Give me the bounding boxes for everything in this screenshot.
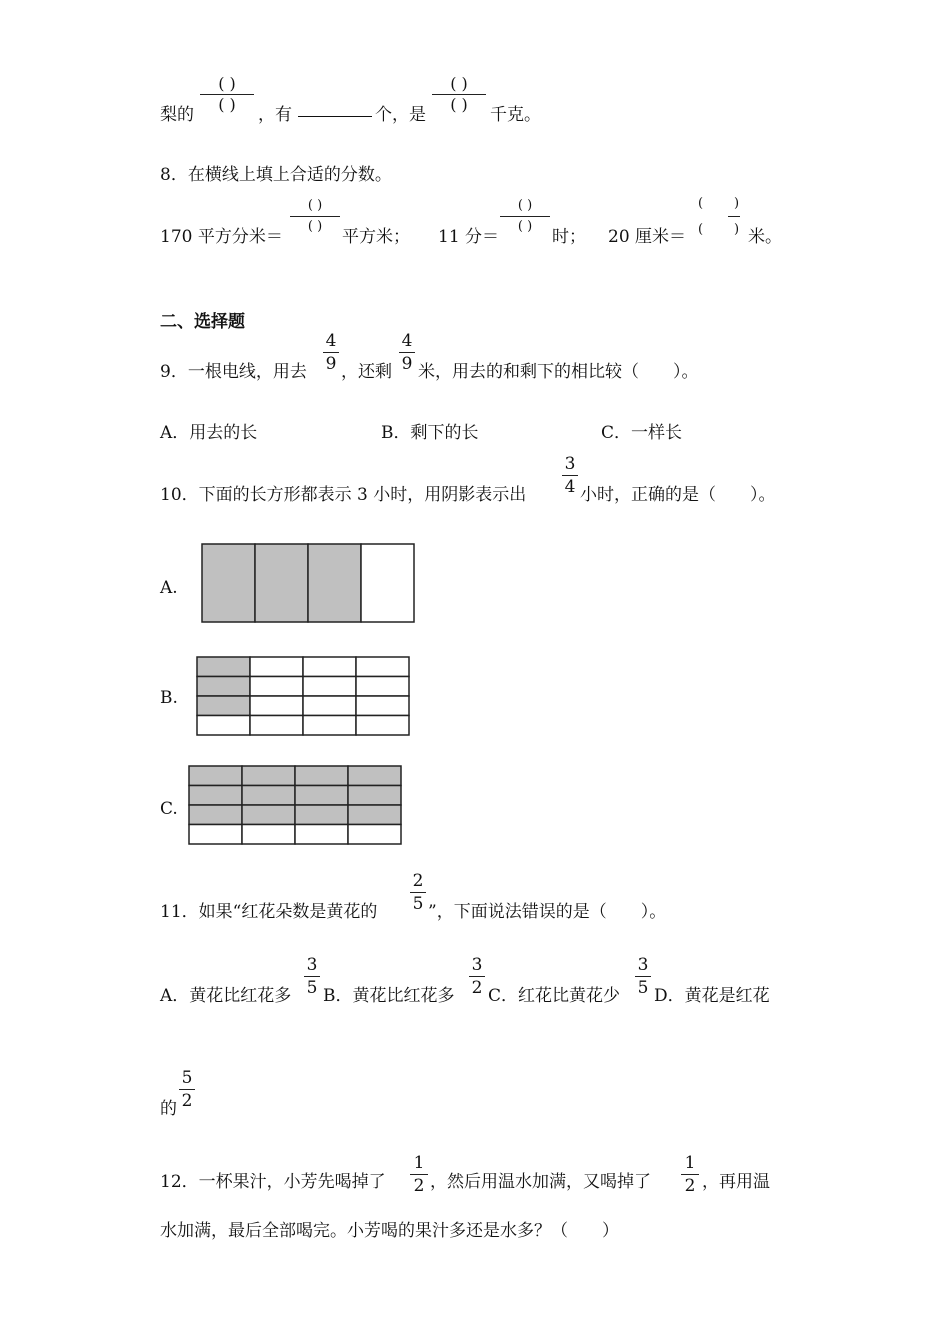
q11-option-c[interactable]: C．红花比黄花少 (488, 986, 621, 1006)
diagram-b-cell-r1-c1 (197, 657, 250, 677)
paren-bottom: ( ) (307, 219, 323, 234)
q11-option-c-fraction: 3 5 (635, 954, 651, 999)
q7-count-blank[interactable] (298, 100, 372, 122)
q11-option-b[interactable]: B．黄花比红花多 (323, 986, 455, 1006)
diagram-b-cell-r1-c2 (250, 657, 303, 677)
q10-text-b: 小时，正确的是（ ）。 (580, 485, 776, 505)
paren-close-bottom: ) (734, 222, 740, 237)
q9-option-c[interactable]: C．一样长 (601, 423, 683, 443)
diagram-c-cell-r2-c3 (295, 786, 348, 806)
diagram-c-cell-r4-c2 (242, 825, 295, 845)
diagram-a-cell-1 (202, 544, 255, 622)
diagram-a-cell-2 (255, 544, 308, 622)
paren-bottom: ( ) (450, 95, 468, 114)
q10-option-b-label[interactable]: B. (160, 688, 178, 708)
q8-part1-left: 170 平方分米＝ (160, 227, 283, 247)
paren-close-top: ) (734, 196, 740, 211)
q7-text-c: 个，是 (375, 105, 426, 125)
q10-option-c-label[interactable]: C. (160, 799, 178, 819)
paren-top: ( ) (218, 74, 236, 93)
q8-part3-right: 米。 (748, 227, 782, 247)
diagram-b-cell-r4-c1 (197, 716, 250, 736)
diagram-c-cell-r4-c1 (189, 825, 242, 845)
q9-fraction-used: 4 9 (323, 330, 339, 375)
q10-option-b-diagram[interactable] (195, 655, 411, 737)
diagram-b-cell-r2-c3 (303, 677, 356, 697)
paren-bottom: ( ) (218, 95, 236, 114)
paren-open-bottom: ( (698, 222, 704, 237)
q10-text-a: 10．下面的长方形都表示 3 小时，用阴影表示出 (160, 485, 527, 505)
q10-option-c-diagram[interactable] (187, 764, 403, 846)
q9-fraction-remaining: 4 9 (399, 330, 415, 375)
q12-text-a: 12．一杯果汁，小芳先喝掉了 (160, 1172, 386, 1192)
q8-stem: 8．在横线上填上合适的分数。 (160, 165, 392, 185)
q12-line-2: 水加满，最后全部喝完。小芳喝的果汁多还是水多？（ ） (160, 1221, 619, 1241)
q8-part1-right: 平方米； (342, 227, 410, 247)
diagram-b-cell-r4-c2 (250, 716, 303, 736)
diagram-c-cell-r2-c2 (242, 786, 295, 806)
diagram-c-cell-r3-c1 (189, 805, 242, 825)
q8-part2-right: 时； (552, 227, 586, 247)
q8-part3-left: 20 厘米＝ (608, 227, 687, 247)
q9-text-b: ，还剩 (341, 362, 392, 382)
q10-option-a-diagram[interactable] (200, 542, 416, 624)
diagram-b-cell-r3-c1 (197, 696, 250, 716)
diagram-a-cell-4 (361, 544, 414, 622)
diagram-c-cell-r4-c4 (348, 825, 401, 845)
q8-blank-fraction-2[interactable] (500, 196, 550, 237)
q9-text-c: 米，用去的和剩下的相比较（ ）。 (418, 362, 699, 382)
q11-option-a[interactable]: A．黄花比红花多 (160, 986, 292, 1006)
diagram-b-cell-r2-c2 (250, 677, 303, 697)
q11-option-d-fraction: 5 2 (179, 1067, 195, 1112)
q8-blank-fraction-1[interactable] (290, 196, 340, 237)
q11-option-a-fraction: 3 5 (304, 954, 320, 999)
section-heading: 二、选择题 (160, 312, 245, 332)
q10-fraction: 3 4 (562, 453, 578, 498)
q7-text-a: 梨的 (160, 105, 194, 125)
q7-text-b: ，有 (258, 105, 292, 125)
paren-top: ( ) (307, 198, 323, 213)
diagram-b-cell-r1-c4 (356, 657, 409, 677)
q7-text-d: 千克。 (490, 105, 541, 125)
q8-blank-fraction-3[interactable] (694, 196, 746, 242)
diagram-b-cell-r3-c3 (303, 696, 356, 716)
q9-option-a[interactable]: A．用去的长 (160, 423, 258, 443)
paren-bottom: ( ) (517, 219, 533, 234)
q10-option-a-label[interactable]: A. (160, 578, 178, 598)
q11-fraction: 2 5 (410, 870, 426, 915)
diagram-c-cell-r3-c3 (295, 805, 348, 825)
diagram-c-cell-r1-c4 (348, 766, 401, 786)
diagram-b-cell-r2-c1 (197, 677, 250, 697)
diagram-b-cell-r3-c2 (250, 696, 303, 716)
diagram-c-cell-r2-c4 (348, 786, 401, 806)
paren-top: ( ) (450, 74, 468, 93)
q12-fraction-2: 1 2 (681, 1152, 699, 1197)
q12-text-c: ，再用温 (702, 1172, 770, 1192)
diagram-b-cell-r4-c4 (356, 716, 409, 736)
diagram-c-cell-r2-c1 (189, 786, 242, 806)
diagram-b-cell-r4-c3 (303, 716, 356, 736)
q11-text-a: 11．如果“红花朵数是黄花的 (160, 902, 378, 922)
diagram-b-cell-r1-c3 (303, 657, 356, 677)
q11-option-d[interactable]: D．黄花是红花 (654, 986, 770, 1006)
diagram-b-cell-r3-c4 (356, 696, 409, 716)
diagram-b-cell-r2-c4 (356, 677, 409, 697)
q11-option-d-continued: 的 (160, 1099, 177, 1119)
diagram-c-cell-r3-c4 (348, 805, 401, 825)
q8-part2-left: 11 分＝ (438, 227, 500, 247)
q9-text-a: 9．一根电线，用去 (160, 362, 307, 382)
diagram-c-cell-r1-c1 (189, 766, 242, 786)
diagram-c-cell-r1-c3 (295, 766, 348, 786)
q7-blank-fraction-2[interactable] (432, 74, 486, 115)
paren-open-top: ( (698, 196, 704, 211)
q11-text-b: ”，下面说法错误的是（ ）。 (428, 902, 667, 922)
q9-option-b[interactable]: B．剩下的长 (381, 423, 479, 443)
diagram-c-cell-r1-c2 (242, 766, 295, 786)
q12-text-b: ，然后用温水加满，又喝掉了 (430, 1172, 651, 1192)
q11-option-b-fraction: 3 2 (469, 954, 485, 999)
q7-blank-fraction-1[interactable] (200, 74, 254, 115)
q12-fraction-1: 1 2 (410, 1152, 428, 1197)
diagram-c-cell-r3-c2 (242, 805, 295, 825)
diagram-a-cell-3 (308, 544, 361, 622)
diagram-c-cell-r4-c3 (295, 825, 348, 845)
paren-top: ( ) (517, 198, 533, 213)
